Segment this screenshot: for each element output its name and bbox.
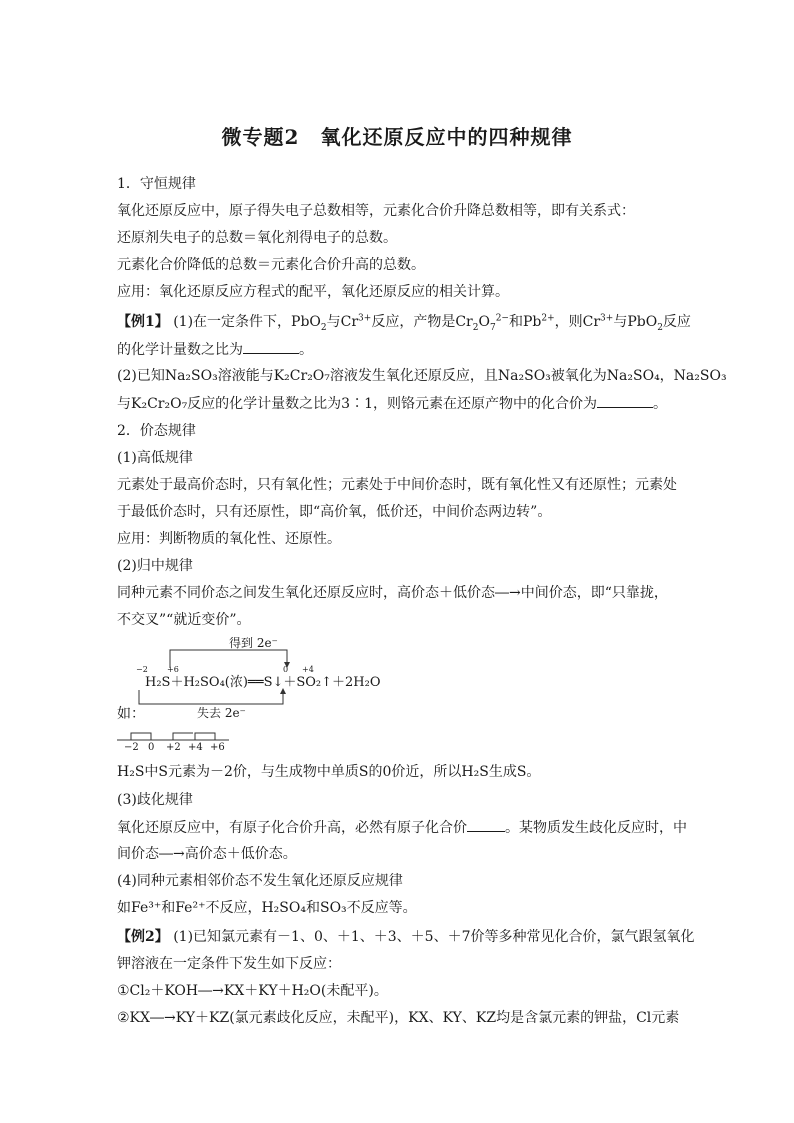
valence-label: +4: [302, 665, 314, 674]
tick-label: +6: [210, 742, 225, 753]
page-title: 微专题2 氧化还原反应中的四种规律: [221, 125, 573, 149]
paragraph: H₂S中S元素为－2价，与生成物中单质S的0价近，所以H₂S生成S。: [117, 764, 541, 780]
paragraph: 氧化还原反应中，有原子化合价升高，必然有原子化合价 。某物质发生歧化反应时，中: [117, 817, 687, 838]
example-2-line: 【例2】 (1)已知氯元素有－1、0、＋1、＋3、＋5、＋7价等多种常见化合价，氯气跟氢氧化: [117, 929, 695, 945]
paragraph: 如Fe³⁺和Fe²⁺不反应，H₂SO₄和SO₃不反应等。: [117, 900, 417, 916]
valence-number-line: [117, 730, 247, 760]
gain-label: 得到 2e⁻: [229, 636, 278, 650]
example-2-line: ①Cl₂＋KOH―→KX＋KY＋H₂O(未配平)。: [117, 983, 388, 999]
answer-blank[interactable]: [597, 393, 653, 408]
tick-label: +2: [166, 742, 181, 753]
paragraph: 同种元素不同价态之间发生氧化还原反应时，高价态＋低价态―→中间价态，即“只靠拢，: [117, 585, 668, 601]
example-2-line: ②KX―→KY＋KZ(氯元素歧化反应，未配平)，KX、KY、KZ均是含氯元素的钾盐，Cl元素: [117, 1010, 680, 1026]
paragraph: 应用：判断物质的氧化性、还原性。: [117, 531, 341, 547]
paragraph: 元素处于最高价态时，只有氧化性；元素处于中间价态时，既有氧化性又有还原性；元素处: [117, 477, 677, 493]
example-tag: 【例1】: [117, 314, 169, 330]
example-1-question-1-cont: 的化学计量数之比为 。: [117, 339, 313, 360]
tick-label: −2: [124, 742, 139, 753]
tick-label: +4: [188, 742, 203, 753]
subheading: (1)高低规律: [117, 450, 193, 466]
paragraph: 间价态―→高价态＋低价态。: [117, 846, 297, 862]
example-1-question-2: (2)已知Na₂SO₃溶液能与K₂Cr₂O₇溶液发生氧化还原反应，且Na₂SO₃被氧化为Na₂SO₄，Na₂SO₃: [117, 368, 727, 384]
paragraph: 氧化还原反应中，原子得失电子总数相等，元素化合价升降总数相等，即有关系式：: [117, 203, 635, 219]
reaction-equation: H₂S＋H₂SO₄(浓)══S↓＋SO₂↑＋2H₂O: [145, 675, 381, 690]
tick-label: 0: [148, 742, 155, 753]
valence-label: +6: [167, 665, 179, 674]
subheading: (4)同种元素相邻价态不发生氧化还原反应规律: [117, 873, 403, 889]
section-heading: 1．守恒规律: [117, 176, 196, 192]
valence-label: −2: [136, 665, 148, 674]
subheading: (3)歧化规律: [117, 792, 193, 808]
answer-blank[interactable]: [467, 817, 505, 832]
example-1-question-2-cont: 与K₂Cr₂O₇反应的化学计量数之比为3∶1，则铬元素在还原产物中的化合价为 。: [117, 393, 667, 414]
section-heading: 2．价态规律: [117, 423, 196, 439]
valence-label: 0: [283, 665, 289, 674]
label: 如：: [117, 706, 145, 722]
paragraph: 于最低价态时，只有还原性，即“高价氧，低价还，中间价态两边转”。: [117, 504, 552, 520]
answer-blank[interactable]: [243, 339, 299, 354]
paragraph: 还原剂失电子的总数＝氧化剂得电子的总数。: [117, 230, 397, 246]
electron-transfer-diagram: [117, 632, 417, 722]
example-1-question-1: 【例1】 (1)在一定条件下，PbO$_2$与$Cr^{3+}$反应，产物是$Cr_2O_7^{2-}$和$Pb^{2+}$，则$Cr^{3+}$与PbO$_2$反应: [117, 313, 691, 333]
lose-label: 失去 2e⁻: [197, 706, 246, 720]
paragraph: 不交叉”“就近变价”。: [117, 612, 251, 628]
paragraph: 元素化合价降低的总数＝元素化合价升高的总数。: [117, 257, 425, 273]
example-tag: 【例2】: [117, 929, 169, 945]
subheading: (2)归中规律: [117, 558, 193, 574]
paragraph: 应用：氧化还原反应方程式的配平，氧化还原反应的相关计算。: [117, 284, 509, 300]
example-2-line: 钾溶液在一定条件下发生如下反应：: [117, 956, 341, 972]
